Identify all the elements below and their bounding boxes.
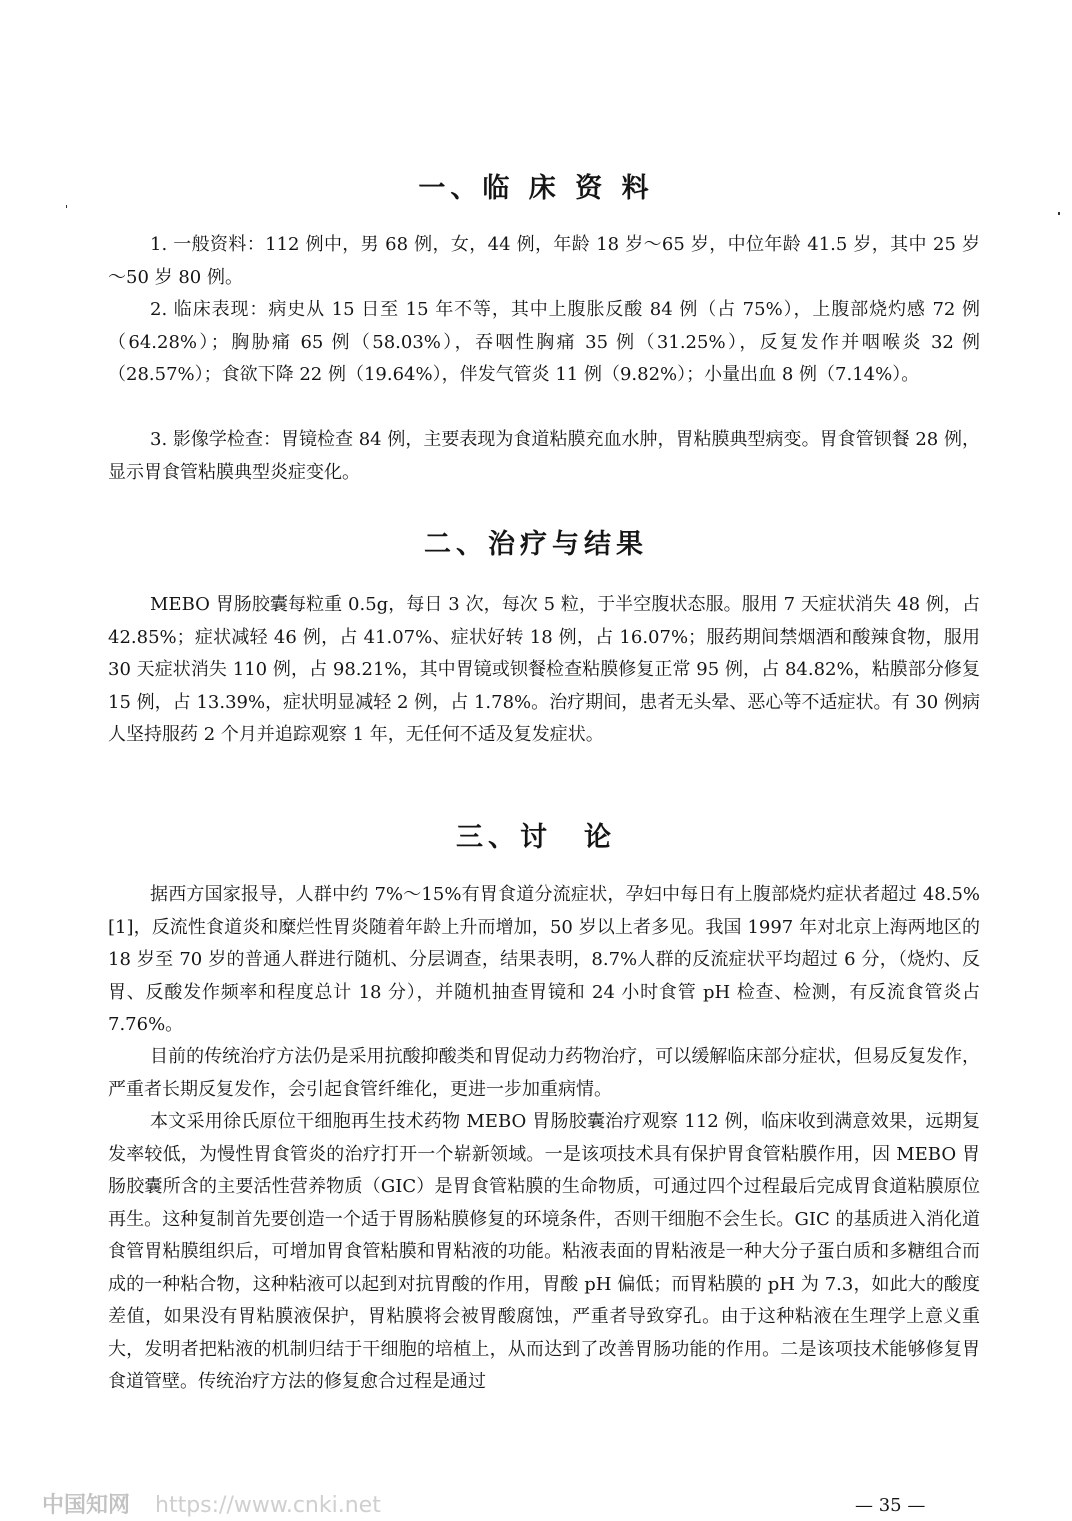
paragraph-discussion-1: 据西方国家报导，人群中约 7%～15%有胃食道分流症状，孕妇中每日有上腹部烧灼症状者超过 48.5%[1]，反流性食道炎和糜烂性胃炎随着年龄上升而增加，50 岁以上者多见。我国 1997 年对北京上海两地区的 18 岁至 70 岁的普通人群进行随机、分层调查，结果表明，8.7%人群的反流症状平均超过 6 分，（烧灼、反胃、反酸发作频率和程度总计 18 分），并随机抽查胃镜和 24 小时食管 pH 检查、检测，有反流食管炎占 7.76%。	[108, 884, 980, 1035]
paragraph-discussion-3: 本文采用徐氏原位干细胞再生技术药物 MEBO 胃肠胶囊治疗观察 112 例，临床收到满意效果，远期复发率较低，为慢性胃食管炎的治疗打开一个崭新领域。一是该项技术具有保护胃食管粘膜作用，因 MEBO 胃肠胶囊所含的主要活性营养物质（GIC）是胃食管粘膜的生命物质，可通过四个过程最后完成胃食道粘膜原位再生。这种复制首先要创造一个适于胃肠粘膜修复的环境条件，否则干细胞不会生长。GIC 的基质进入消化道食管胃粘膜组织后，可增加胃食管粘膜和胃粘液的功能。粘液表面的胃粘液是一种大分子蛋白质和多糖组合而成的一种粘合物，这种粘液可以起到对抗胃酸的作用，胃酸 pH 偏低；而胃粘膜的 pH 为 7.3，如此大的酸度差值，如果没有胃粘膜液保护，胃粘膜将会被胃酸腐蚀，严重者导致穿孔。由于这种粘液在生理学上意义重大，发明者把粘液的机制归结于干细胞的培植上，从而达到了改善胃肠功能的作用。二是该项技术能够修复胃食道管壁。传统治疗方法的修复愈合过程是通过	[108, 1111, 980, 1392]
paragraph-clinical-manifestation: 2. 临床表现：病史从 15 日至 15 年不等，其中上腹胀反酸 84 例（占 75%），上腹部烧灼感 72 例（64.28%）；胸胁痛 65 例（58.03%），吞咽性胸痛 35 例（31.25%），反复发作并咽喉炎 32 例（28.57%）；食欲下降 22 例（19.64%），伴发气管炎 11 例（9.82%）；小量出血 8 例（7.14%）。	[108, 299, 980, 385]
scan-speck	[1058, 212, 1060, 215]
paragraph-imaging-exam: 3. 影像学检查：胃镜检查 84 例，主要表现为食道粘膜充血水肿，胃粘膜典型病变。胃食管钡餐 28 例，显示胃食管粘膜典型炎症变化。	[108, 429, 980, 483]
watermark-site-name: 中国知网	[42, 1493, 131, 1518]
section-heading-treatment-results: 二、治疗与结果	[424, 529, 648, 560]
section-heading-discussion: 三、讨 论	[456, 822, 616, 853]
watermark-url[interactable]: https://www.cnki.net	[155, 1493, 381, 1518]
paragraph-discussion-2: 目前的传统治疗方法仍是采用抗酸抑酸类和胃促动力药物治疗，可以缓解临床部分症状，但易反复发作，严重者长期反复发作，会引起食管纤维化，更进一步加重病情。	[108, 1046, 980, 1100]
paragraph-general-data: 1. 一般资料：112 例中，男 68 例，女，44 例，年龄 18 岁～65 岁，中位年龄 41.5 岁，其中 25 岁～50 岁 80 例。	[108, 234, 980, 288]
section-heading-clinical-data: 一、临 床 资 料	[418, 173, 654, 204]
page-number: — 35 —	[855, 1495, 926, 1516]
cnki-watermark[interactable]	[42, 1488, 381, 1519]
paragraph-treatment-results: MEBO 胃肠胶囊每粒重 0.5g，每日 3 次，每次 5 粒，于半空腹状态服。服用 7 天症状消失 48 例，占 42.85%；症状减轻 46 例，占 41.07%、症状好转 18 例，占 16.07%；服药期间禁烟酒和酸辣食物，服用 30 天症状消失 110 例，占 98.21%，其中胃镜或钡餐检查粘膜修复正常 95 例，占 84.82%，粘膜部分修复 15 例，占 13.39%，症状明显减轻 2 例，占 1.78%。治疗期间，患者无头晕、恶心等不适症状。有 30 例病人坚持服药 2 个月并追踪观察 1 年，无任何不适及复发症状。	[108, 594, 980, 745]
scan-speck	[66, 205, 67, 208]
